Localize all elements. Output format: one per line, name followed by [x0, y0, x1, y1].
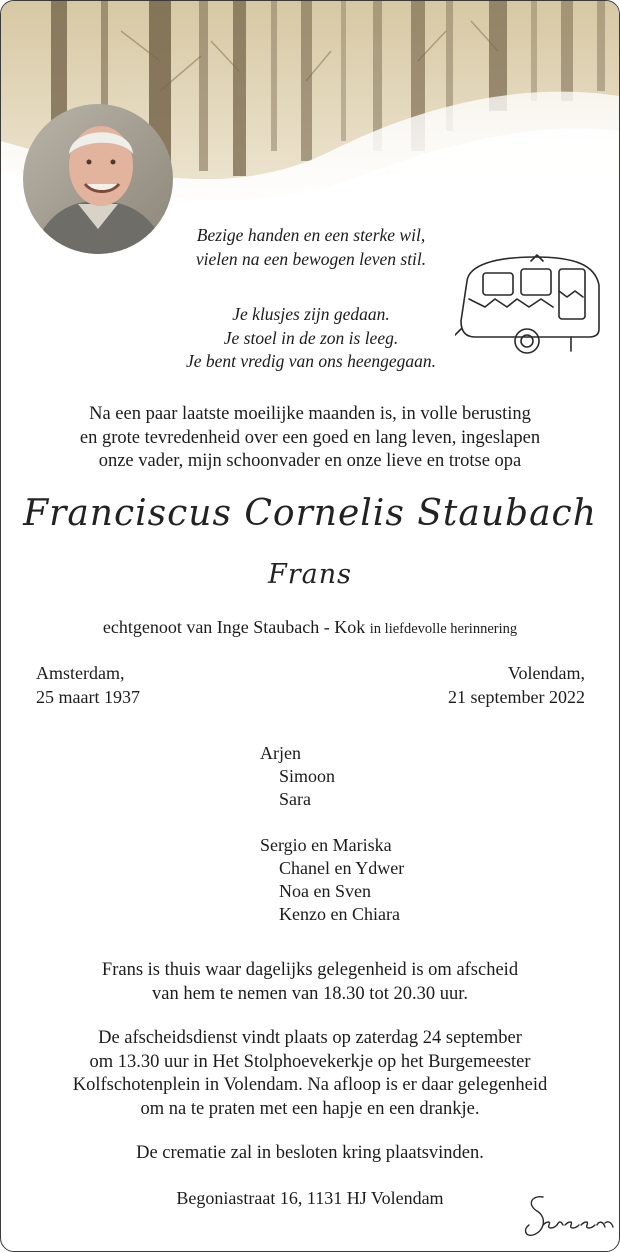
poem-line: Je stoel in de zon is leeg. [223, 327, 399, 348]
poem-verse-1 [151, 224, 471, 271]
poem-line: Je klusjes zijn gedaan. [232, 304, 390, 324]
home-address: Begoniastraat 16, 1131 HJ Volendam [176, 1188, 444, 1208]
poem-line: Je bent vredig van ons heengegaan. [185, 351, 437, 371]
grandchild-name: Simoon [279, 766, 336, 786]
grandchild-name: Chanel en Ydwer [279, 858, 405, 878]
grandchild-name: Kenzo en Chiara [279, 904, 400, 924]
death-place: Volendam, [507, 663, 585, 683]
visitation-line: van hem te nemen van 18.30 tot 20.30 uur. [152, 983, 468, 1004]
service-line: om 13.30 uur in Het Stolphoevekerkje op het Burgemeester [89, 1051, 531, 1072]
announcement-intro [21, 403, 599, 474]
deceased-full-name: Franciscus Cornelis Staubach [23, 493, 597, 534]
grandchild-name: Noa en Sven [279, 881, 371, 901]
poem-line: vielen na een bewogen leven stil. [195, 248, 427, 269]
death-info [448, 662, 585, 709]
poem-verse-2 [141, 303, 481, 374]
visitation-info [21, 959, 599, 1006]
visitation-line: Frans is thuis waar dagelijks gelegenheid is om afscheid [101, 960, 519, 980]
service-line: Kolfschotenplein in Volendam. Na afloop is er daar gelegenheid [72, 1075, 548, 1095]
spouse-text: echtgenoot van Inge Staubach - Kok [102, 617, 366, 637]
intro-line: en grote tevredenheid over een goed en lang leven, ingeslapen [79, 427, 541, 448]
child-name: Arjen [260, 743, 301, 763]
sereen-signature-logo [521, 1191, 617, 1252]
intro-line: onze vader, mijn schoonvader en onze lieve en trotse opa [98, 451, 522, 471]
grandchild-name: Sara [279, 789, 311, 809]
family-list [260, 742, 404, 926]
death-date: 21 september 2022 [448, 686, 585, 707]
service-line: om na te praten met een hapje en een drankje. [140, 1098, 480, 1119]
intro-line: Na een paar laatste moeilijke maanden is, in volle berusting [89, 404, 531, 424]
spouse-line [1, 617, 619, 638]
birth-place: Amsterdam, [36, 663, 125, 683]
service-line: De afscheidsdienst vindt plaats op zaterdag 24 september [98, 1028, 522, 1048]
cremation-info: De crematie zal in besloten kring plaatsvinden. [136, 1143, 484, 1163]
spacer [260, 811, 404, 834]
service-info [21, 1027, 599, 1121]
birth-date: 25 maart 1937 [36, 686, 140, 707]
birth-info [36, 662, 140, 709]
child-name: Sergio en Mariska [260, 835, 392, 855]
spouse-suffix: in liefdevolle herinnering [369, 621, 518, 637]
caravan-illustration [455, 251, 605, 361]
poem-line: Bezige handen en een sterke wil, [196, 225, 426, 245]
deceased-nickname: Frans [268, 559, 352, 590]
